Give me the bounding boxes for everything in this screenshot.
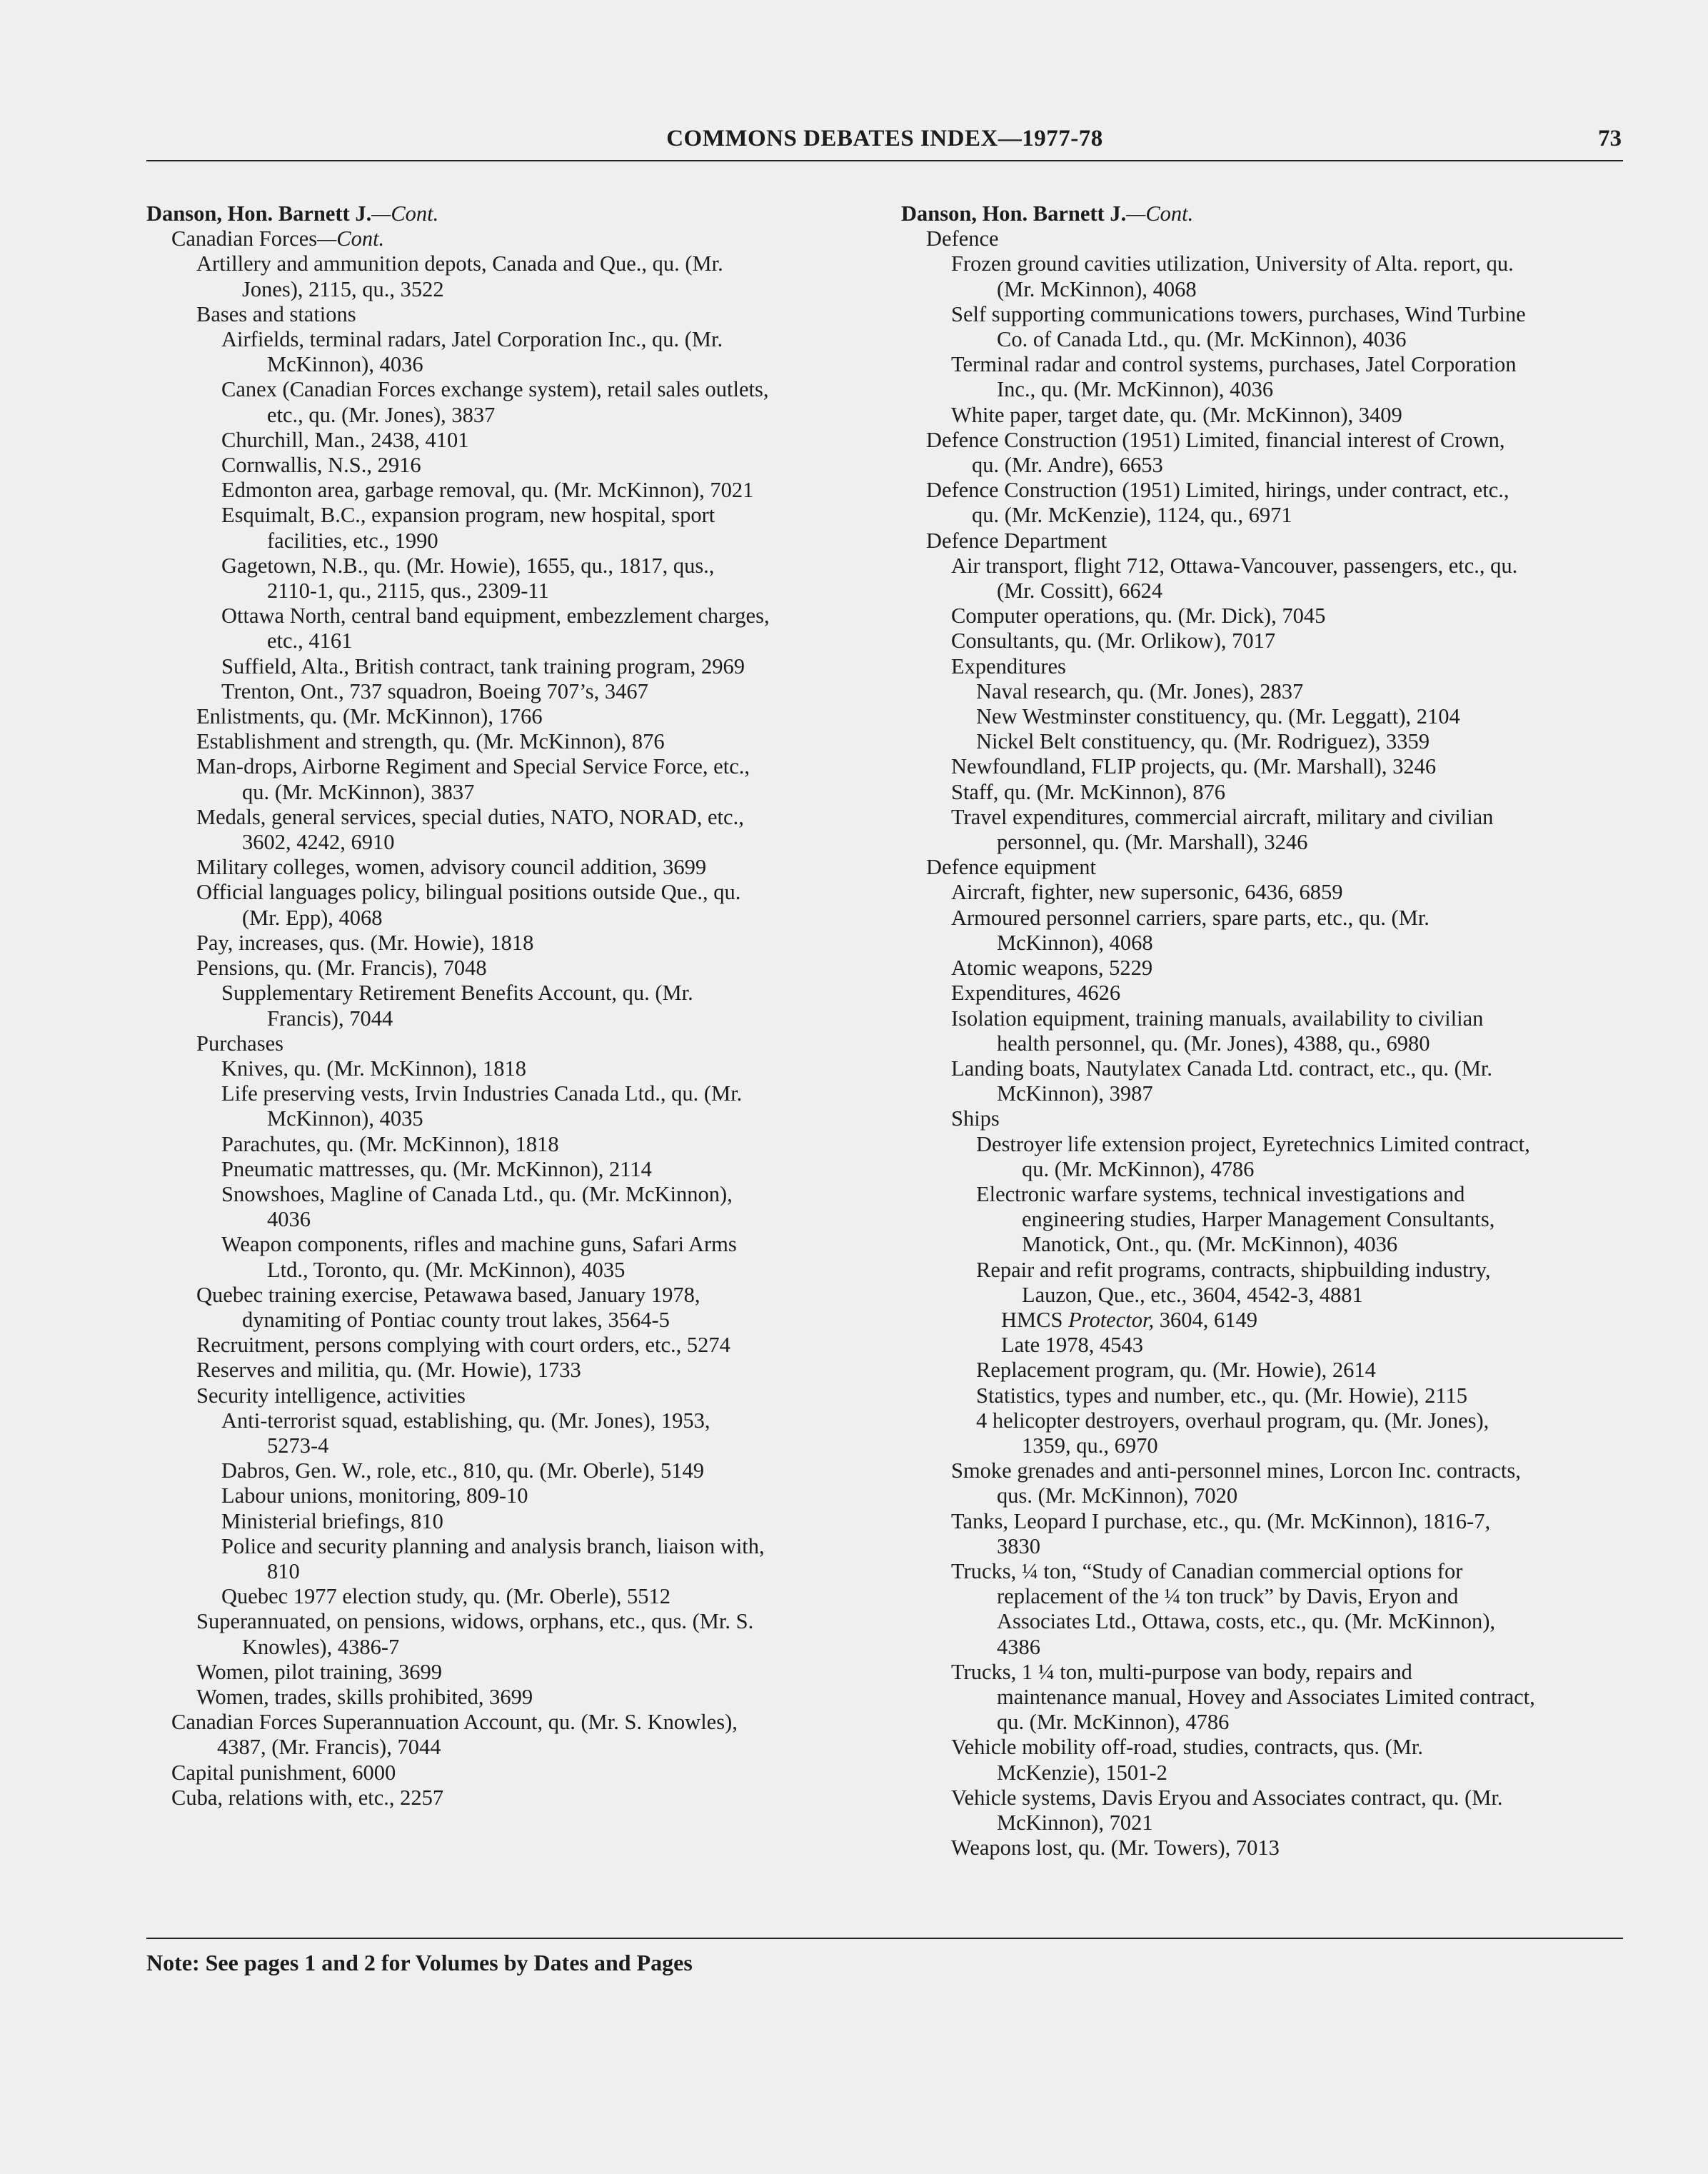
entry-text: Canadian Forces (171, 226, 318, 251)
index-entry (146, 1760, 860, 1785)
index-entry (901, 1383, 1626, 1408)
index-entry (146, 704, 860, 729)
index-entry (901, 1258, 1626, 1308)
entry-text: Purchases (196, 1031, 283, 1056)
entry-suffix: 3604, 6149 (1154, 1307, 1257, 1332)
entry-line: Travel expenditures, commercial aircraft, military and civilian (951, 804, 1494, 829)
entry-text: White paper, target date, qu. (Mr. McKinnon), 3409 (951, 402, 1402, 427)
entry-line: dynamiting of Pontiac county trout lakes, 3564-5 (242, 1307, 670, 1332)
index-entry (901, 754, 1626, 779)
index-entry (901, 251, 1626, 301)
index-entry (146, 453, 860, 478)
index-entry (146, 226, 860, 251)
index-entry (901, 704, 1626, 729)
entry-line: (Mr. Cossitt), 6624 (997, 578, 1163, 603)
index-entry (146, 503, 860, 553)
entry-line: etc., qu. (Mr. Jones), 3837 (267, 402, 496, 427)
entry-line: Police and security planning and analysis branch, liaison with, (221, 1533, 765, 1558)
entry-line: qu. (Mr. McKinnon), 4786 (1022, 1156, 1255, 1181)
entry-line: etc., 4161 (267, 628, 353, 653)
index-entry (146, 754, 860, 804)
index-entry (901, 654, 1626, 679)
entry-text: New Westminster constituency, qu. (Mr. Leggatt), 2104 (976, 704, 1460, 729)
entry-text: Parachutes, qu. (Mr. McKinnon), 1818 (221, 1131, 559, 1156)
entry-line: McKinnon), 4036 (267, 352, 423, 377)
index-entry (901, 1182, 1626, 1258)
footer-rule (146, 1938, 1623, 1939)
entry-line: Francis), 7044 (267, 1006, 393, 1031)
index-entry (901, 1132, 1626, 1182)
entry-line: 1359, qu., 6970 (1022, 1433, 1158, 1458)
entry-line: Electronic warfare systems, technical investigations and (976, 1181, 1465, 1206)
entry-line: Air transport, flight 712, Ottawa-Vancouver, passengers, etc., qu. (951, 553, 1518, 578)
entry-line: qu. (Mr. Andre), 6653 (972, 453, 1163, 478)
index-entry (146, 1182, 860, 1232)
index-entry (901, 603, 1626, 628)
entry-line: maintenance manual, Hovey and Associates Limited contract, (997, 1684, 1535, 1709)
entry-text: Reserves and militia, qu. (Mr. Howie), 1733 (196, 1358, 581, 1383)
index-entry (146, 302, 860, 327)
index-entry (901, 1106, 1626, 1131)
entry-text: Trenton, Ont., 737 squadron, Boeing 707’s, 3467 (221, 678, 648, 703)
entry-text: Naval research, qu. (Mr. Jones), 2837 (976, 678, 1304, 703)
entry-line: Associates Ltd., Ottawa, costs, etc., qu. (Mr. McKinnon), (997, 1609, 1495, 1634)
entry-line: Quebec training exercise, Petawawa based, January 1978, (196, 1282, 700, 1307)
index-entry (146, 603, 860, 653)
index-entry (146, 1584, 860, 1609)
entry-line: 3602, 4242, 6910 (242, 830, 395, 855)
entry-text: Enlistments, qu. (Mr. McKinnon), 1766 (196, 704, 543, 729)
entry-line: engineering studies, Harper Management Consultants, (1022, 1207, 1495, 1232)
index-entry (146, 553, 860, 603)
index-entry (146, 1157, 860, 1182)
index-entry (901, 1056, 1626, 1106)
entry-text: Bases and stations (196, 301, 356, 326)
entry-line: McKenzie), 1501-2 (997, 1760, 1167, 1785)
entry-line: Artillery and ammunition depots, Canada and Que., qu. (Mr. (196, 251, 723, 276)
index-entry (901, 780, 1626, 805)
entry-line: Life preserving vests, Irvin Industries Canada Ltd., qu. (Mr. (221, 1081, 743, 1106)
entry-line: Terminal radar and control systems, purchases, Jatel Corporation (951, 352, 1517, 377)
index-entry (146, 327, 860, 377)
index-entry (146, 1132, 860, 1157)
entry-text: Defence Department (926, 528, 1107, 553)
entry-line: Esquimalt, B.C., expansion program, new hospital, sport (221, 503, 715, 528)
entry-line: Defence Construction (1951) Limited, hirings, under contract, etc., (926, 478, 1509, 503)
entry-text: Cuba, relations with, etc., 2257 (171, 1785, 444, 1810)
entry-text: Edmonton area, garbage removal, qu. (Mr. McKinnon), 7021 (221, 478, 754, 503)
index-entry (901, 1358, 1626, 1383)
entry-line: Repair and refit programs, contracts, shipbuilding industry, (976, 1257, 1491, 1282)
entry-line: Superannuated, on pensions, widows, orphans, etc., qus. (Mr. S. (196, 1609, 754, 1634)
entry-line: Vehicle mobility off-road, studies, contracts, qus. (Mr. (951, 1735, 1423, 1760)
continued-marker: —Cont. (1126, 201, 1194, 226)
entry-text: Expenditures, 4626 (951, 981, 1121, 1006)
entry-line: Official languages policy, bilingual positions outside Que., qu. (196, 880, 741, 905)
index-entry (146, 679, 860, 704)
index-entry (901, 981, 1626, 1006)
entry-line: 4386 (997, 1634, 1040, 1659)
entry-text: Statistics, types and number, etc., qu. (Mr. Howie), 2115 (976, 1383, 1468, 1408)
index-entry (146, 201, 860, 226)
entry-line: qus. (Mr. McKinnon), 7020 (997, 1483, 1238, 1508)
index-entry (146, 956, 860, 981)
entry-line: Destroyer life extension project, Eyretechnics Limited contract, (976, 1131, 1530, 1156)
entry-italic: Protector, (1068, 1307, 1155, 1332)
entry-line: replacement of the ¼ ton truck” by Davis, Eryon and (997, 1584, 1459, 1609)
entry-line: Canex (Canadian Forces exchange system), retail sales outlets, (221, 377, 769, 402)
index-entry (146, 1458, 860, 1483)
right-column (901, 201, 1626, 1860)
entry-line: Canadian Forces Superannuation Account, qu. (Mr. S. Knowles), (171, 1710, 738, 1735)
entry-line: Landing boats, Nautylatex Canada Ltd. contract, etc., qu. (Mr. (951, 1056, 1493, 1081)
entry-text: Consultants, qu. (Mr. Orlikow), 7017 (951, 628, 1276, 653)
entry-line: Ltd., Toronto, qu. (Mr. McKinnon), 4035 (267, 1257, 626, 1282)
index-entry (146, 1056, 860, 1081)
entry-text: Nickel Belt constituency, qu. (Mr. Rodriguez), 3359 (976, 729, 1430, 754)
entry-line: Defence Construction (1951) Limited, financial interest of Crown, (926, 427, 1505, 452)
entry-line: McKinnon), 4068 (997, 930, 1153, 955)
index-entry (146, 1383, 860, 1408)
entry-line: Medals, general services, special duties, NATO, NORAD, etc., (196, 804, 744, 829)
page-title: COMMONS DEBATES INDEX—1977-78 (666, 126, 1103, 151)
index-entry (901, 1735, 1626, 1785)
index-entry (146, 880, 860, 930)
left-column (146, 201, 860, 1810)
entry-line: Supplementary Retirement Benefits Account, qu. (Mr. (221, 981, 693, 1006)
entry-text: Recruitment, persons complying with court orders, etc., 5274 (196, 1333, 730, 1358)
index-entry (901, 478, 1626, 528)
entry-text: Labour unions, monitoring, 809-10 (221, 1483, 528, 1508)
entry-line: Man-drops, Airborne Regiment and Special Service Force, etc., (196, 754, 750, 779)
index-entry (901, 1006, 1626, 1056)
index-entry (146, 1333, 860, 1358)
index-entry (146, 1509, 860, 1534)
index-entry (146, 981, 860, 1031)
index-entry (146, 654, 860, 679)
entry-line: Smoke grenades and anti-personnel mines, Lorcon Inc. contracts, (951, 1458, 1521, 1483)
entry-text: Staff, qu. (Mr. McKinnon), 876 (951, 779, 1226, 804)
index-entry (901, 1559, 1626, 1660)
entry-line: McKinnon), 7021 (997, 1810, 1153, 1835)
continued-marker: —Cont. (317, 226, 385, 251)
entry-text: Capital punishment, 6000 (171, 1760, 396, 1785)
entry-text: Aircraft, fighter, new supersonic, 6436, 6859 (951, 880, 1343, 905)
index-entry (146, 1081, 860, 1131)
entry-text: Defence equipment (926, 855, 1096, 880)
entry-text: Ships (951, 1106, 1000, 1131)
entry-line: 5273-4 (267, 1433, 329, 1458)
entry-line: Knowles), 4386-7 (242, 1634, 400, 1659)
entry-line: Anti-terrorist squad, establishing, qu. (Mr. Jones), 1953, (221, 1408, 710, 1433)
index-entry (901, 403, 1626, 428)
index-entry (146, 1358, 860, 1383)
entry-text: Women, trades, skills prohibited, 3699 (196, 1684, 533, 1709)
index-entry (901, 352, 1626, 402)
entry-text: Newfoundland, FLIP projects, qu. (Mr. Marshall), 3246 (951, 754, 1437, 779)
entry-line: 2110-1, qu., 2115, qus., 2309-11 (267, 578, 549, 603)
entry-line: McKinnon), 4035 (267, 1106, 423, 1131)
entry-line: Vehicle systems, Davis Eryou and Associates contract, qu. (Mr. (951, 1785, 1503, 1810)
page-number: 73 (1598, 126, 1622, 151)
entry-name: Danson, Hon. Barnett J. (146, 201, 372, 226)
entry-line: Snowshoes, Magline of Canada Ltd., qu. (Mr. McKinnon), (221, 1181, 733, 1206)
index-entry (901, 1835, 1626, 1860)
entry-line: qu. (Mr. McKenzie), 1124, qu., 6971 (972, 503, 1292, 528)
entry-text: Pneumatic mattresses, qu. (Mr. McKinnon), 2114 (221, 1156, 652, 1181)
index-entry (146, 729, 860, 754)
entry-line: Armoured personnel carriers, spare parts, etc., qu. (Mr. (951, 905, 1430, 930)
entry-text: Suffield, Alta., British contract, tank training program, 2969 (221, 653, 745, 678)
index-entry (901, 1509, 1626, 1559)
entry-line: health personnel, qu. (Mr. Jones), 4388, qu., 6980 (997, 1031, 1430, 1056)
entry-line: Tanks, Leopard I purchase, etc., qu. (Mr. McKinnon), 1816-7, (951, 1508, 1491, 1533)
index-entry (901, 1333, 1626, 1358)
entry-text: Late 1978, 4543 (1001, 1333, 1144, 1358)
entry-line: 4 helicopter destroyers, overhaul program, qu. (Mr. Jones), (976, 1408, 1490, 1433)
entry-text: Dabros, Gen. W., role, etc., 810, qu. (Mr. Oberle), 5149 (221, 1458, 704, 1483)
index-entry (146, 1685, 860, 1710)
index-entry (901, 201, 1626, 226)
entry-line: (Mr. McKinnon), 4068 (997, 276, 1197, 301)
entry-line: personnel, qu. (Mr. Marshall), 3246 (997, 830, 1308, 855)
entry-line: Weapon components, rifles and machine guns, Safari Arms (221, 1232, 737, 1257)
index-entry (901, 906, 1626, 956)
index-entry (901, 628, 1626, 653)
entry-text: Security intelligence, activities (196, 1383, 466, 1408)
entry-line: Co. of Canada Ltd., qu. (Mr. McKinnon), 4036 (997, 327, 1407, 352)
index-entry (146, 478, 860, 503)
entry-line: McKinnon), 3987 (997, 1081, 1153, 1106)
entry-text: Pensions, qu. (Mr. Francis), 7048 (196, 956, 487, 981)
entry-text: Replacement program, qu. (Mr. Howie), 2614 (976, 1358, 1376, 1383)
index-entry (901, 529, 1626, 553)
index-entry (901, 302, 1626, 352)
index-entry (901, 880, 1626, 905)
index-entry (901, 956, 1626, 981)
entry-text: Women, pilot training, 3699 (196, 1659, 443, 1684)
index-entry (146, 1660, 860, 1685)
index-entry (146, 251, 860, 301)
index-entry (146, 805, 860, 855)
index-entry (901, 679, 1626, 704)
index-entry (146, 1534, 860, 1584)
index-entry (901, 1458, 1626, 1508)
entry-line: 3830 (997, 1533, 1040, 1558)
entry-line: qu. (Mr. McKinnon), 3837 (242, 779, 475, 804)
entry-text: Cornwallis, N.S., 2916 (221, 453, 421, 478)
index-entry (901, 226, 1626, 251)
index-entry (901, 1785, 1626, 1835)
index-entry (901, 805, 1626, 855)
entry-line: Inc., qu. (Mr. McKinnon), 4036 (997, 377, 1274, 402)
entry-line: Gagetown, N.B., qu. (Mr. Howie), 1655, qu., 1817, qus., (221, 553, 715, 578)
entry-line: Jones), 2115, qu., 3522 (242, 276, 444, 301)
page-header (146, 121, 1623, 161)
entry-text: Pay, increases, qus. (Mr. Howie), 1818 (196, 930, 534, 955)
index-entry (146, 1408, 860, 1458)
entry-line: Trucks, ¼ ton, “Study of Canadian commercial options for (951, 1558, 1463, 1583)
entry-text: Computer operations, qu. (Mr. Dick), 7045 (951, 603, 1326, 628)
entry-line: Frozen ground cavities utilization, University of Alta. report, qu. (951, 251, 1514, 276)
entry-line: Manotick, Ont., qu. (Mr. McKinnon), 4036 (1022, 1232, 1398, 1257)
entry-line: Lauzon, Que., etc., 3604, 4542-3, 4881 (1022, 1282, 1363, 1307)
entry-line: Airfields, terminal radars, Jatel Corporation Inc., qu. (Mr. (221, 327, 723, 352)
entry-text: Knives, qu. (Mr. McKinnon), 1818 (221, 1056, 526, 1081)
index-entry (146, 1283, 860, 1333)
entry-line: Isolation equipment, training manuals, availability to civilian (951, 1006, 1484, 1031)
continued-marker: —Cont. (371, 201, 439, 226)
index-entry (146, 1710, 860, 1760)
entry-line: Trucks, 1 ¼ ton, multi-purpose van body, repairs and (951, 1659, 1412, 1684)
entry-name: Danson, Hon. Barnett J. (901, 201, 1127, 226)
index-entry (146, 855, 860, 880)
index-entry (901, 553, 1626, 603)
index-entry (901, 729, 1626, 754)
entry-line: (Mr. Epp), 4068 (242, 905, 383, 930)
entry-text: Ministerial briefings, 810 (221, 1508, 443, 1533)
index-entry (146, 1031, 860, 1056)
index-entry (146, 1785, 860, 1810)
index-entry (146, 428, 860, 453)
entry-prefix: HMCS (1001, 1307, 1069, 1332)
entry-text: Defence (926, 226, 999, 251)
entry-line: facilities, etc., 1990 (267, 528, 438, 553)
entry-text: Weapons lost, qu. (Mr. Towers), 7013 (951, 1835, 1280, 1860)
entry-line: Self supporting communications towers, purchases, Wind Turbine (951, 301, 1526, 326)
index-entry (901, 1408, 1626, 1458)
entry-text: Atomic weapons, 5229 (951, 956, 1153, 981)
entry-line: 4036 (267, 1207, 311, 1232)
index-entry (146, 377, 860, 427)
index-entry (146, 931, 860, 956)
index-entry (146, 1483, 860, 1508)
entry-line: 4387, (Mr. Francis), 7044 (217, 1735, 441, 1760)
entry-text: Churchill, Man., 2438, 4101 (221, 427, 469, 452)
index-entry (146, 1232, 860, 1282)
index-entry (901, 1660, 1626, 1735)
index-entry (146, 1609, 860, 1659)
entry-line: 810 (267, 1558, 300, 1583)
entry-text: Quebec 1977 election study, qu. (Mr. Oberle), 5512 (221, 1584, 671, 1609)
entry-line: Ottawa North, central band equipment, embezzlement charges, (221, 603, 770, 628)
index-entry (901, 855, 1626, 880)
index-entry (901, 428, 1626, 478)
entry-text: Military colleges, women, advisory council addition, 3699 (196, 855, 707, 880)
footer-note: Note: See pages 1 and 2 for Volumes by Dates and Pages (146, 1950, 693, 1975)
index-entry (901, 1308, 1626, 1333)
entry-text: Expenditures (951, 653, 1066, 678)
entry-text: Establishment and strength, qu. (Mr. McKinnon), 876 (196, 729, 665, 754)
entry-line: qu. (Mr. McKinnon), 4786 (997, 1710, 1230, 1735)
